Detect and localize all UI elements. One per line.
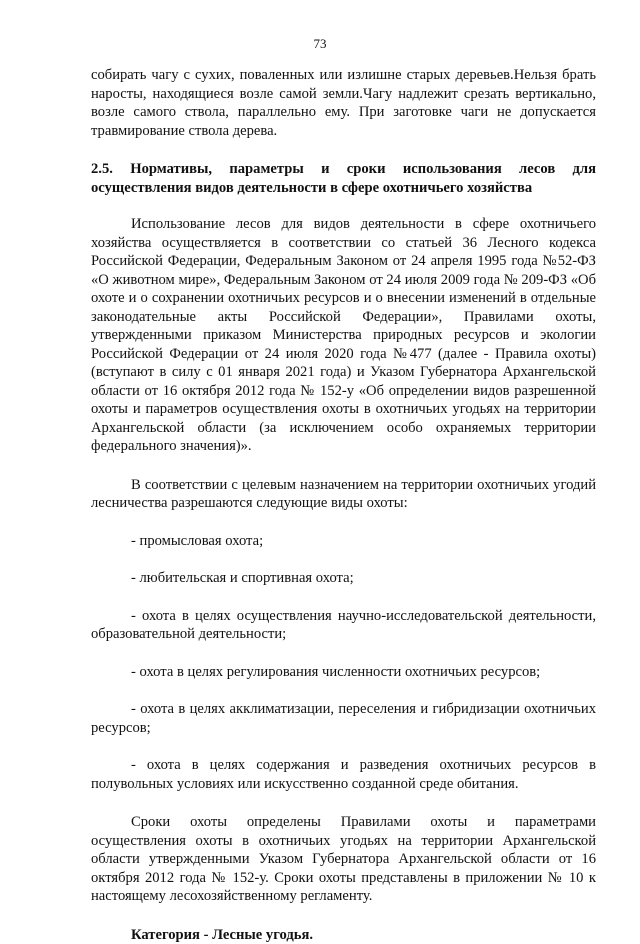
intro-paragraph: собирать чагу с сухих, поваленных или излишне старых деревьев.Нельзя брать наросты, находящиеся возле самой земли.Чагу надлежит срезать вертикально, возле самого ствола, параллельно ему. При заготовке чаги не допускается травмирование ствола дерева. xyxy=(91,66,596,140)
paragraph-legal-basis: Использование лесов для видов деятельности в сфере охотничьего хозяйства осуществляется в соответствии со статьей 36 Лесного кодекса Российской Федерации, Федеральным Законом от 24 апреля 1995 года №52-ФЗ «О животном мире», Федеральным Законом от 24 июля 2009 года № 209-ФЗ «Об охоте и о сохранении охотничьих ресурсов и о внесении изменений в отдельные законодательные акты Российской Федерации», Правилами охоты, утвержденными приказом Министерства природных ресурсов и экологии Российской Федерации от 24 июля 2020 года №477 (далее - Правила охоты) (вступают в силу с 01 января 2021 года) и Указом Губернатора Архангельской области от 16 октября 2012 года № 152-у «Об определении видов разрешенной охоты и параметров осуществления охоты в охотничьих угодьях на территории Архангельской области (за исключением особо охраняемых территории федерального значения)». xyxy=(91,215,596,456)
category-line: Категория - Лесные угодья. xyxy=(91,926,596,944)
hunting-type-item: - охота в целях регулирования численности охотничьих ресурсов; xyxy=(91,663,596,682)
hunting-type-item: - охота в целях акклиматизации, переселения и гибридизации охотничьих ресурсов; xyxy=(91,700,596,737)
hunting-type-item: - охота в целях содержания и разведения охотничьих ресурсов в полувольных условиях или искусственно созданной среде обитания. xyxy=(91,756,596,793)
page-content xyxy=(91,66,596,944)
hunting-type-item: - охота в целях осуществления научно-исследовательской деятельности, образовательной деятельности; xyxy=(91,607,596,644)
paragraph-hunting-periods: Сроки охоты определены Правилами охоты и параметрами осуществления охоты в охотничьих угодьях на территории Архангельской области утвержденными Указом Губернатора Архангельской области от 16 октября 2012 года № 152-у. Сроки охоты представлены в приложении № 10 к настоящему лесохозяйственному регламенту. xyxy=(91,813,596,906)
page-number: 73 xyxy=(0,36,640,52)
paragraph-permitted-hunting: В соответствии с целевым назначением на территории охотничьих угодий лесничества разрешаются следующие виды охоты: xyxy=(91,476,596,513)
hunting-type-item: - любительская и спортивная охота; xyxy=(91,569,596,588)
section-heading: 2.5. Нормативы, параметры и сроки использования лесов для осуществления видов деятельности в сфере охотничьего хозяйства xyxy=(91,160,596,197)
hunting-type-item: - промысловая охота; xyxy=(91,532,596,551)
